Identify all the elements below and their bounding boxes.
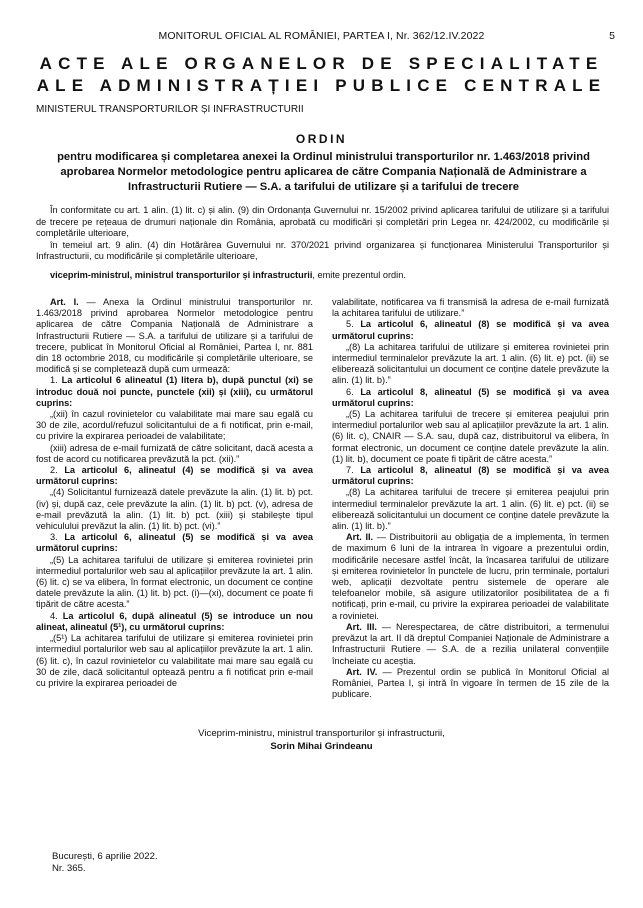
item-5-heading — [332, 319, 609, 341]
page-number: 5 — [609, 30, 615, 42]
item-4-continuation: valabilitate, notificarea va fi transmisă la adresa de e-mail furnizată la achitarea tarifului de utilizare.” — [332, 297, 609, 319]
article-2-label: Art. II. — [346, 532, 374, 543]
item-5-text: „(8) La achitarea tarifului de utilizare și emiterea rovinietei prin intermediul terminalelor prevăzute la art. 1 alin. (6) lit. e) pct. (ii) se eliberează solicitantului un document ce conține datele prevăzute la alin. (1) lit. b).” — [332, 341, 609, 386]
article-4 — [332, 667, 609, 701]
preamble-legal-basis-2: în temeiul art. 9 alin. (4) din Hotărârea Guvernului nr. 370/2021 privind organizarea și funcționarea Ministerului Transporturilor și Infrastructurii, cu modificările și completările ulterioare, — [36, 239, 609, 262]
signatory-name: Sorin Mihai Grindeanu — [270, 741, 373, 752]
item-4-heading-text: La articolul 6, după alineatul (5) se introduce un nou alineat, alineatul (5¹), cu următorul cuprins: — [36, 610, 313, 632]
right-column — [332, 297, 609, 700]
item-3-heading — [36, 532, 313, 554]
preamble-emitter — [36, 270, 609, 282]
item-4-heading — [36, 611, 313, 633]
article-3-text: — Nerespectarea, de către distribuitori, a termenului prevăzut la art. II dă dreptul Companiei Naționale de Administrare a Infrastructurii Rutiere — S.A. de a rezilia unilateral convențiile încheiate cu aceștia. — [332, 621, 609, 666]
running-header: MONITORUL OFICIAL AL ROMÂNIEI, PARTEA I, Nr. 362/12.IV.2022 — [158, 30, 485, 42]
item-6-text: „(5) La achitarea tarifului de trecere și emiterea peajului prin intermediul portalurilor web sau al aplicațiilor prevăzute la art. 1 alin. (6) lit. c), CNAIR — S.A. sau, după caz, distribuitorul va elibera, în format electronic, un document ce conține datele prevăzute la alin. (1) lit. b), document ce poate fi tipărit de către acesta.” — [332, 409, 609, 464]
article-1-text: — Anexa la Ordinul ministrului transporturilor nr. 1.463/2018 privind aprobarea Normelor metodologice pentru aplicarea de către Compania Națională de Administrare a Infrastructurii Rutiere — S.A. a tarifului de utilizare și a tarifului de trecere, publicat în Monitorul Oficial al României, Partea I, nr. 881 din 18 octombrie 2018, cu modificările și completările ulterioare, se modifică și se completează după cum urmează: — [36, 297, 313, 375]
item-1-heading — [36, 375, 313, 409]
article-1 — [36, 297, 313, 375]
item-6-heading-text: La articolul 8, alineatul (5) se modifică și va avea următorul cuprins: — [332, 386, 609, 408]
article-3-label: Art. III. — [346, 621, 377, 632]
item-3-heading-text: La articolul 6, alineatul (5) se modifică și va avea următorul cuprins: — [36, 532, 313, 554]
issuing-ministry: MINISTERUL TRANSPORTURILOR ȘI INFRASTRUCTURII — [36, 104, 304, 115]
item-3-number: 3. — [50, 532, 65, 543]
place-date: București, 6 aprilie 2022. — [52, 851, 158, 862]
article-3 — [332, 622, 609, 667]
emitter-rest: , emite prezentul ordin. — [312, 269, 406, 280]
item-7-heading-text: La articolul 8, alineatul (8) se modifică și va avea următorul cuprins: — [332, 465, 609, 487]
preamble-legal-basis-1: În conformitate cu art. 1 alin. (1) lit. c) și alin. (9) din Ordonanța Guvernului nr. 15/2002 privind aplicarea tarifului de utilizare și a tarifului de trecere pe rețeaua de drumuri naționale din România, aprobată cu modificări și completări prin Legea nr. 424/2002, cu modificările și completările ulterioare, — [36, 205, 609, 239]
article-4-text: — Prezentul ordin se publică în Monitorul Oficial al României, Partea I, și intră în vigoare în termen de 15 zile de la publicare. — [332, 666, 609, 700]
article-2 — [332, 532, 609, 622]
item-4-text: „(5¹) La achitarea tarifului de utilizare și emiterea rovinietei prin intermediul portalurilor web sau al aplicațiilor prevăzute la art. 1 alin. (6) lit. c), în cazul rovinietelor cu valabilitate mai mare sau egală cu 30 de zile, dacă solicitantul optează pentru a fi notificat prin e-mail cu privire la expirarea perioadei de — [36, 633, 313, 688]
article-1-label: Art. I. — [50, 297, 79, 307]
item-2-text: „(4) Solicitantul furnizează datele prevăzute la alin. (1) lit. b) pct. (iv) și, după caz, cele prevăzute la alin. (1) lit. b) pct. (v), adresa de e-mail prevăzută la alin. (1) lit. b) pct. (xiii) și stabilește tipul vehiculului prevăzut la alin. (1) lit. b) pct. (vi).” — [36, 487, 313, 532]
item-1-number: 1. — [50, 375, 62, 386]
section-title-line2: ALE ADMINISTRAȚIEI PUBLICE CENTRALE — [36, 76, 607, 95]
item-4-number: 4. — [50, 610, 63, 621]
item-2-heading-text: La articolul 6, alineatul (4) se modifică și va avea următorul cuprins: — [36, 465, 313, 487]
item-5-number: 5. — [346, 319, 361, 330]
left-column — [36, 297, 313, 689]
item-2-number: 2. — [50, 465, 65, 476]
item-7-text: „(8) La achitarea tarifului de trecere și emiterea peajului prin intermediul terminalelor prevăzute la art. 1 alin. (6) lit. e) pct. (ii) se eliberează solicitantului un document ce conține datele prevăzute la alin. (1) lit. b).” — [332, 487, 609, 532]
item-6-number: 6. — [346, 386, 361, 397]
item-1-point-xii: „(xii) în cazul rovinietelor cu valabilitate mai mare sau egală cu 30 de zile, acordul/refuzul solicitantului de a fi notificat, prin e-mail, cu privire la expirarea perioadei de valabilitate; — [36, 409, 313, 442]
item-1-heading-text: La articolul 6 alineatul (1) litera b), după punctul (xi) se introduc două noi puncte, punctele (xii) și (xiii), cu următorul cuprins: — [36, 375, 313, 408]
signature-block — [0, 727, 643, 753]
item-5-heading-text: La articolul 6, alineatul (8) se modifică și va avea următorul cuprins: — [332, 319, 609, 341]
item-1-point-xiii: (xiii) adresa de e-mail furnizată de către solicitant, dacă acesta a fost de acord cu notificarea prevăzută la pct. (xii).” — [36, 442, 313, 464]
section-title-line1: ACTE ALE ORGANELOR DE SPECIALITATE — [39, 54, 604, 73]
place-date-block — [52, 851, 158, 876]
item-6-heading — [332, 387, 609, 409]
emitter-bold: viceprim-ministrul, ministrul transporturilor și infrastructurii — [50, 269, 313, 280]
item-7-heading — [332, 465, 609, 487]
document-subtitle: pentru modificarea și completarea anexei la Ordinul ministrului transporturilor nr. 1.463/2018 privind aprobarea Normelor metodologice pentru aplicarea de către Compania Națională de Administrare a Infrastructurii Rutiere — S.A. a tarifului de utilizare și a tarifului de trecere — [57, 151, 590, 193]
item-2-heading — [36, 465, 313, 487]
order-number: Nr. 365. — [52, 863, 86, 875]
item-3-text: „(5) La achitarea tarifului de utilizare și emiterea rovinietei prin intermediul portalurilor web sau al aplicațiilor prevăzute la art. 1 alin. (6) lit. c) se va elibera, în format electronic, un document ce conține datele prevăzute la alin. (1) lit. b) pct. (i)—(xi), document ce poate fi tipărit de către acesta.” — [36, 554, 313, 610]
article-2-text: — Distribuitorii au obligația de a implementa, în termen de maximum 6 luni de la intrarea în vigoare a prezentului ordin, modificările necesare astfel încât, la încasarea tarifului de utilizare și emiterea rovinietelor în punctele de lucru, prin terminale, portaluri web, aplicații dezvoltate pentru sistemele de operare ale telefoanelor mobile, să asigure utilizatorilor posibilitatea de a fi notificați, prin e-mail, cu privire la expirarea perioadei de valabilitate a rovinietei. — [332, 532, 609, 621]
preamble — [36, 205, 609, 282]
item-7-number: 7. — [346, 465, 361, 476]
document-type: ORDIN — [295, 132, 348, 146]
signatory-role: Viceprim-ministru, ministrul transporturilor și infrastructurii, — [198, 728, 445, 739]
article-4-label: Art. IV. — [346, 666, 378, 677]
